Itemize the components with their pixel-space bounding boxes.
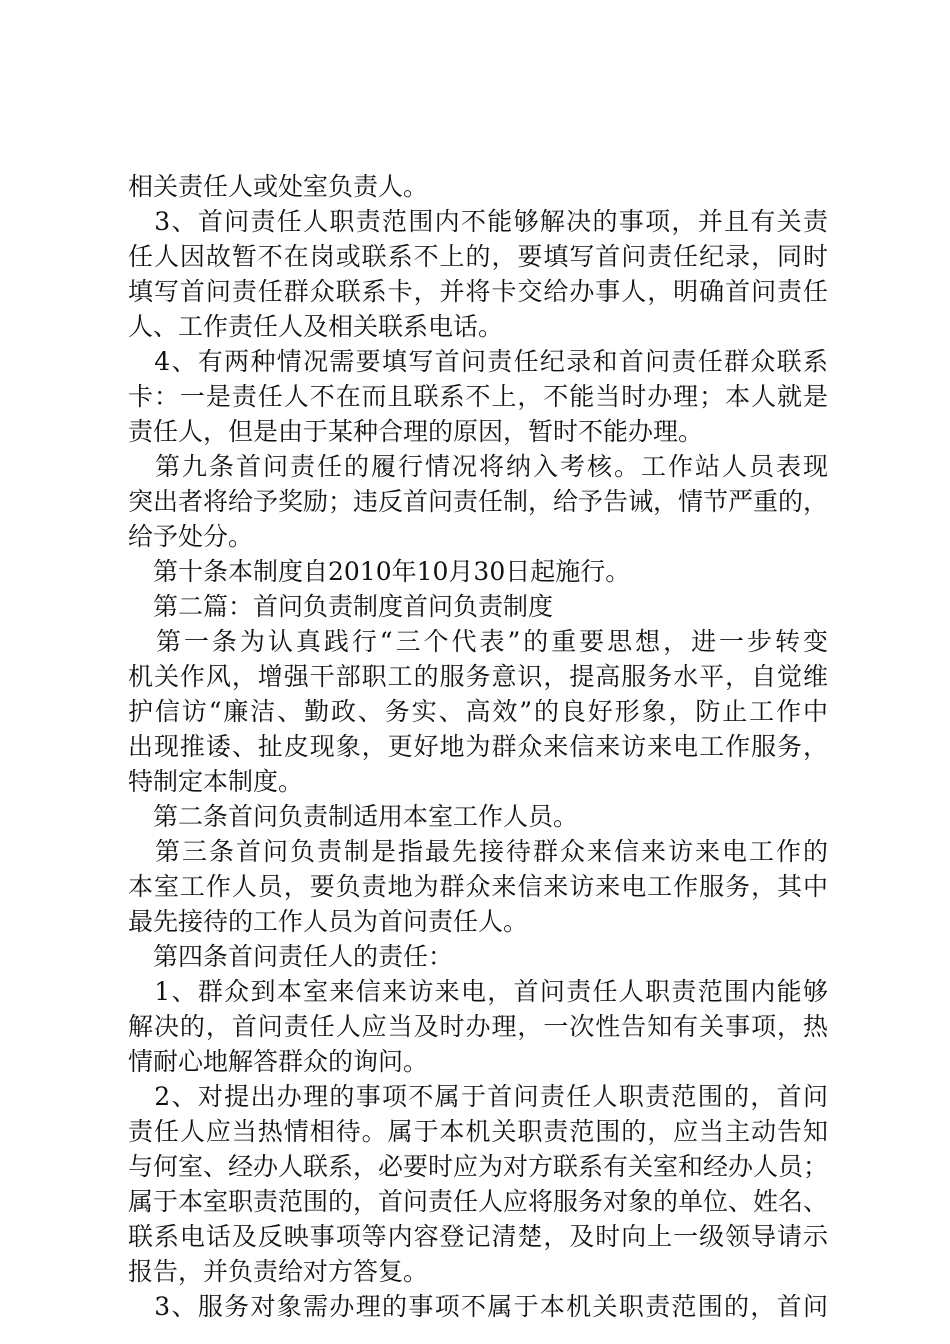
text-line: 出现推诿、扯皮现象，更好地为群众来信来访来电工作服务， xyxy=(128,732,828,761)
text-line: 2、对提出办理的事项不属于首问责任人职责范围的，首问 xyxy=(128,1082,828,1111)
text-line: 第九条首问责任的履行情况将纳入考核。工作站人员表现 xyxy=(128,452,828,481)
text-line: 1、群众到本室来信来访来电，首问责任人职责范围内能够 xyxy=(128,977,828,1006)
text-line: 属于本室职责范围的，首问责任人应将服务对象的单位、姓名、 xyxy=(128,1187,828,1216)
text-line: 特制定本制度。 xyxy=(128,767,304,796)
text-line: 第三条首问负责制是指最先接待群众来信来访来电工作的 xyxy=(128,837,828,866)
text-line: 第十条本制度自2010年10月30日起施行。 xyxy=(128,557,631,586)
text-line: 任人因故暂不在岗或联系不上的，要填写首问责任纪录，同时 xyxy=(128,242,828,271)
text-line: 本室工作人员，要负责地为群众来信来访来电工作服务，其中 xyxy=(128,872,828,901)
text-line: 情耐心地解答群众的询问。 xyxy=(128,1047,429,1076)
text-line: 人、工作责任人及相关联系电话。 xyxy=(128,312,504,341)
text-line: 给予处分。 xyxy=(128,522,254,551)
text-line: 最先接待的工作人员为首问责任人。 xyxy=(128,907,529,936)
text-line: 突出者将给予奖励；违反首问责任制，给予告诫，情节严重的， xyxy=(128,487,828,516)
text-line: 卡：一是责任人不在而且联系不上，不能当时办理；本人就是 xyxy=(128,382,828,411)
text-line: 第一条为认真践行“三个代表”的重要思想，进一步转变 xyxy=(128,627,828,656)
text-line: 第二条首问负责制适用本室工作人员。 xyxy=(128,802,579,831)
text-line: 3、服务对象需办理的事项不属于本机关职责范围的，首问 xyxy=(128,1292,828,1321)
text-line: 联系电话及反映事项等内容登记清楚，及时向上一级领导请示 xyxy=(128,1222,828,1251)
text-line: 与何室、经办人联系，必要时应为对方联系有关室和经办人员； xyxy=(128,1152,828,1181)
text-line: 相关责任人或处室负责人。 xyxy=(128,172,429,201)
text-line: 责任人，但是由于某种合理的原因，暂时不能办理。 xyxy=(128,417,704,446)
text-line: 报告，并负责给对方答复。 xyxy=(128,1257,429,1286)
text-line: 3、首问责任人职责范围内不能够解决的事项，并且有关责 xyxy=(128,207,828,236)
text-line: 责任人应当热情相待。属于本机关职责范围的，应当主动告知 xyxy=(128,1117,828,1146)
text-line: 第四条首问责任人的责任： xyxy=(128,942,454,971)
text-line: 机关作风，增强干部职工的服务意识，提高服务水平，自觉维 xyxy=(128,662,828,691)
text-line: 填写首问责任群众联系卡，并将卡交给办事人，明确首问责任 xyxy=(128,277,828,306)
text-line: 解决的，首问责任人应当及时办理，一次性告知有关事项，热 xyxy=(128,1012,828,1041)
text-line: 护信访“廉洁、勤政、务实、高效”的良好形象，防止工作中 xyxy=(128,697,828,726)
section-heading: 第二篇：首问负责制度首问负责制度 xyxy=(128,592,554,621)
text-line: 4、有两种情况需要填写首问责任纪录和首问责任群众联系 xyxy=(128,347,828,376)
